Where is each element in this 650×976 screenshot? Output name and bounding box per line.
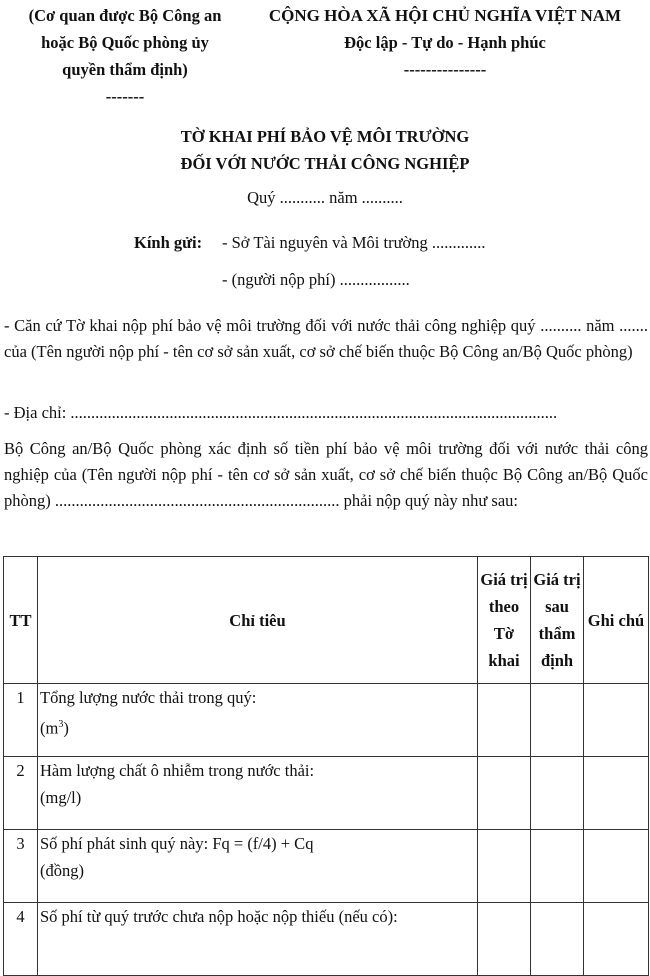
item-unit — [40, 711, 475, 742]
item-unit: (mg/l) — [40, 788, 82, 807]
table-row — [4, 830, 649, 903]
appraised-cell[interactable] — [531, 684, 584, 757]
motto: Độc lập - Tự do - Hạnh phúc — [344, 33, 546, 52]
col-note: Ghi chú — [584, 557, 649, 684]
issuing-agency — [0, 2, 250, 110]
row-item — [38, 757, 478, 830]
agency-divider: ------- — [105, 87, 145, 106]
table-row — [4, 903, 649, 976]
header-divider: --------------- — [403, 60, 487, 79]
declared-cell[interactable] — [478, 830, 531, 903]
declared-cell[interactable] — [478, 684, 531, 757]
row-number: 1 — [4, 684, 38, 757]
agency-line: (Cơ quan được Bộ Công an — [28, 6, 222, 25]
document-title — [0, 123, 650, 177]
recipient-line: - Sở Tài nguyên và Môi trường ............. — [222, 233, 486, 252]
row-item — [38, 684, 478, 757]
row-item — [38, 830, 478, 903]
title-line: TỜ KHAI PHÍ BẢO VỆ MÔI TRƯỜNG — [180, 127, 470, 146]
item-text: Số phí từ quý trước chưa nộp hoặc nộp thiếu (nếu có): — [40, 907, 398, 926]
to-label: Kính gửi: — [134, 233, 203, 252]
note-cell[interactable] — [584, 684, 649, 757]
table-row — [4, 684, 649, 757]
agency-line: quyền thẩm định) — [62, 60, 188, 79]
note-cell[interactable] — [584, 903, 649, 976]
table-header-row — [4, 557, 649, 684]
agency-line: hoặc Bộ Quốc phòng ủy — [41, 33, 209, 52]
appraised-cell[interactable] — [531, 903, 584, 976]
row-number: 2 — [4, 757, 38, 830]
col-appraised: Giá trị sau thẩm định — [531, 557, 584, 684]
col-item: Chỉ tiêu — [38, 557, 478, 684]
row-number: 3 — [4, 830, 38, 903]
col-tt: TT — [4, 557, 38, 684]
recipient-line: - (người nộp phí) ................. — [222, 270, 410, 289]
appraised-cell[interactable] — [531, 830, 584, 903]
national-header — [250, 2, 640, 83]
row-item — [38, 903, 478, 976]
unit-text: (m — [40, 718, 59, 738]
paragraph-basis: - Căn cứ Tờ khai nộp phí bảo vệ môi trường đối với nước thải công nghiệp quý .......... năm ....... của (Tên người nộp phí - tên cơ sở sản xuất, cơ sở chế biến thuộc Bộ Công an/Bộ Quốc phòng) — [4, 316, 648, 361]
paragraph-determination: Bộ Công an/Bộ Quốc phòng xác định số tiền phí bảo vệ môi trường đối với nước thải công nghiệp của (Tên người nộp phí - tên cơ sở sản xuất, cơ sở chế biến thuộc Bộ Công an/Bộ Quốc phòng) ..................................................................... phải nộp quý này như sau: — [4, 439, 648, 510]
address-line: - Địa chỉ: ...................................................................................................................... — [4, 403, 558, 422]
note-cell[interactable] — [584, 830, 649, 903]
unit-sup: 3 — [58, 719, 64, 730]
title-line: ĐỐI VỚI NƯỚC THẢI CÔNG NGHIỆP — [180, 154, 470, 173]
declared-cell[interactable] — [478, 903, 531, 976]
note-cell[interactable] — [584, 757, 649, 830]
item-text: Tổng lượng nước thải trong quý: — [40, 688, 257, 707]
item-text: Số phí phát sinh quý này: Fq = (f/4) + Cq — [40, 834, 314, 853]
item-text: Hàm lượng chất ô nhiễm trong nước thải: — [40, 761, 315, 780]
period: Quý ........... năm .......... — [247, 188, 403, 207]
appraised-cell[interactable] — [531, 757, 584, 830]
col-declared: Giá trị theo Tờ khai — [478, 557, 531, 684]
fee-table — [3, 556, 649, 976]
row-number: 4 — [4, 903, 38, 976]
item-unit: (đồng) — [40, 861, 84, 880]
national-name: CỘNG HÒA XÃ HỘI CHỦ NGHĨA VIỆT NAM — [268, 6, 622, 25]
declared-cell[interactable] — [478, 757, 531, 830]
table-row — [4, 757, 649, 830]
unit-text: ) — [63, 718, 69, 738]
